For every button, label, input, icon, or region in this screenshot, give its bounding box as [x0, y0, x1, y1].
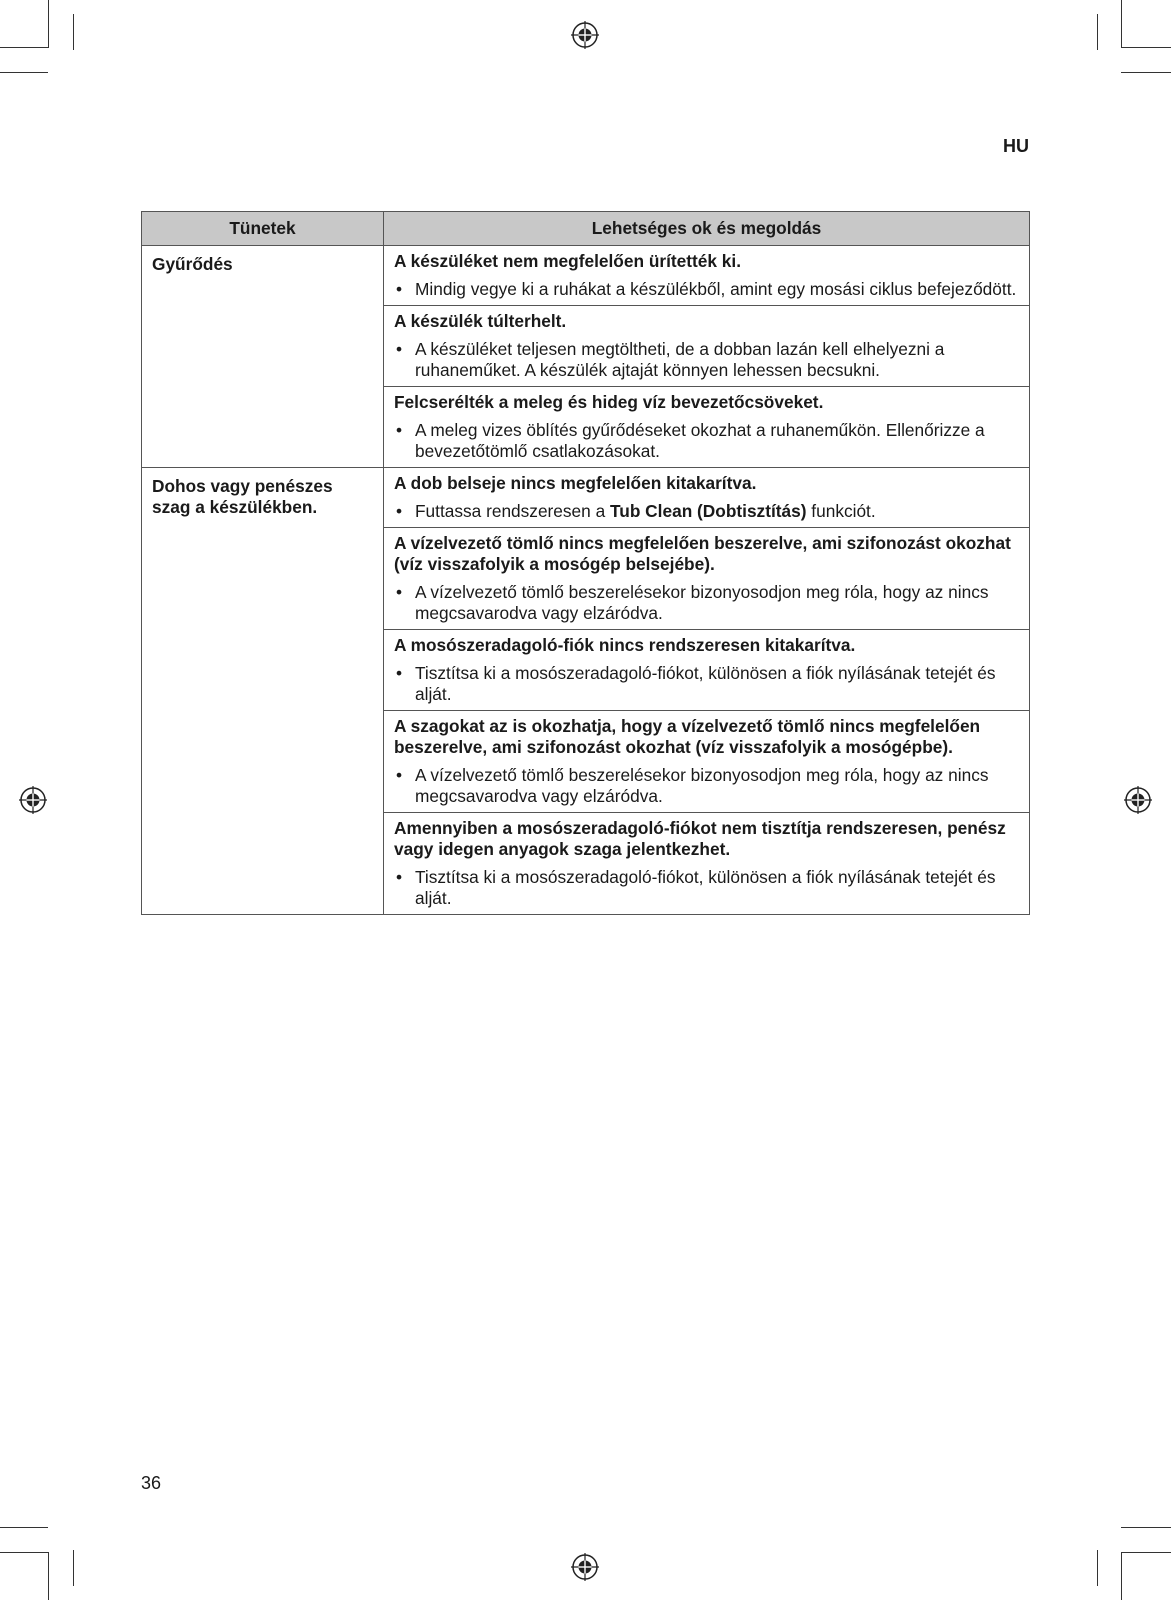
crop-mark	[1121, 72, 1171, 73]
solution-text-post: funkciót.	[806, 501, 876, 521]
registration-mark-icon	[570, 1552, 600, 1582]
crop-mark	[73, 14, 74, 50]
cause-title: Felcserélték a meleg és hideg víz bevezetőcsöveket.	[394, 392, 824, 412]
solution-text: Tisztítsa ki a mosószeradagoló-fiókot, különösen a fiók nyílásának tetejét és alját.	[415, 663, 996, 704]
language-code: HU	[1003, 136, 1029, 156]
solution-item	[394, 279, 1019, 300]
crop-mark	[48, 0, 49, 48]
solution-item	[394, 420, 1019, 462]
symptom-cell: Gyűrődés	[142, 246, 384, 468]
cause-block	[384, 246, 1029, 305]
crop-mark	[1121, 1552, 1122, 1600]
bullet-icon: •	[396, 339, 403, 359]
crop-mark	[1121, 0, 1122, 48]
column-header-solution: Lehetséges ok és megoldás	[384, 212, 1030, 246]
table-row	[142, 246, 1030, 468]
bullet-icon: •	[396, 420, 403, 440]
solution-text: Tisztítsa ki a mosószeradagoló-fiókot, különösen a fiók nyílásának tetejét és alját.	[415, 867, 996, 908]
solution-item	[394, 501, 1019, 522]
bullet-icon: •	[396, 279, 403, 299]
solution-cell	[384, 246, 1030, 468]
crop-mark	[0, 1552, 48, 1553]
table-header-row	[142, 212, 1030, 246]
page-number: 36	[141, 1473, 162, 1493]
cause-title: A mosószeradagoló-fiók nincs rendszeresen kitakarítva.	[394, 635, 856, 655]
solution-item	[394, 663, 1019, 705]
cause-title: A dob belseje nincs megfelelően kitakarítva.	[394, 473, 757, 493]
crop-mark	[1097, 14, 1098, 50]
cause-title: A készüléket nem megfelelően ürítették ki.	[394, 251, 742, 271]
solution-text: A meleg vizes öblítés gyűrődéseket okozhat a ruhaneműkön. Ellenőrizze a bevezetőtömlő csatlakozásokat.	[415, 420, 985, 461]
cause-block	[384, 710, 1029, 812]
bullet-icon: •	[396, 501, 403, 521]
bullet-icon: •	[396, 867, 403, 887]
solution-item	[394, 867, 1019, 909]
cause-title: A vízelvezető tömlő nincs megfelelően beszerelve, ami szifonozást okozhat (víz visszafolyik a mosógép belsejébe).	[394, 533, 1011, 574]
solution-text: Mindig vegye ki a ruhákat a készülékből, amint egy mosási ciklus befejeződött.	[415, 279, 1017, 299]
function-name: Tub Clean (Dobtisztítás)	[610, 501, 807, 521]
crop-mark	[0, 47, 48, 48]
solution-text: A készüléket teljesen megtöltheti, de a dobban lazán kell elhelyezni a ruhaneműket. A készülék ajtaját könnyen lehessen becsukni.	[415, 339, 945, 380]
bullet-icon: •	[396, 663, 403, 683]
crop-mark	[1121, 47, 1171, 48]
column-header-symptom: Tünetek	[142, 212, 384, 246]
crop-mark	[0, 1527, 48, 1528]
table-row	[142, 468, 1030, 915]
bullet-icon: •	[396, 765, 403, 785]
cause-block	[384, 468, 1029, 527]
cause-block	[384, 386, 1029, 467]
bullet-icon: •	[396, 582, 403, 602]
cause-title: A készülék túlterhelt.	[394, 311, 567, 331]
cause-title: Amennyiben a mosószeradagoló-fiókot nem tisztítja rendszeresen, penész vagy idegen anyagok szaga jelentkezhet.	[394, 818, 1006, 859]
cause-block	[384, 812, 1029, 914]
registration-mark-icon	[570, 20, 600, 50]
cause-block	[384, 305, 1029, 386]
cause-block	[384, 629, 1029, 710]
solution-text-pre: Futtassa rendszeresen a	[415, 501, 610, 521]
solution-item	[394, 339, 1019, 381]
solution-text: A vízelvezető tömlő beszerelésekor bizonyosodjon meg róla, hogy az nincs megcsavarodva vagy elzáródva.	[415, 765, 989, 806]
crop-mark	[1121, 1552, 1171, 1553]
registration-mark-icon	[18, 785, 48, 815]
crop-mark	[48, 1552, 49, 1600]
cause-block	[384, 527, 1029, 629]
solution-cell	[384, 468, 1030, 915]
solution-text: A vízelvezető tömlő beszerelésekor bizonyosodjon meg róla, hogy az nincs megcsavarodva vagy elzáródva.	[415, 582, 989, 623]
crop-mark	[0, 72, 48, 73]
cause-title: A szagokat az is okozhatja, hogy a vízelvezető tömlő nincs megfelelően beszerelve, ami szifonozást okozhat (víz visszafolyik a mosógépbe).	[394, 716, 981, 757]
registration-mark-icon	[1123, 785, 1153, 815]
troubleshooting-table	[141, 211, 1030, 915]
solution-item	[394, 582, 1019, 624]
crop-mark	[73, 1550, 74, 1586]
crop-mark	[1121, 1527, 1171, 1528]
solution-text	[415, 501, 876, 522]
solution-item	[394, 765, 1019, 807]
crop-mark	[1097, 1550, 1098, 1586]
symptom-cell: Dohos vagy penészes szag a készülékben.	[142, 468, 384, 915]
